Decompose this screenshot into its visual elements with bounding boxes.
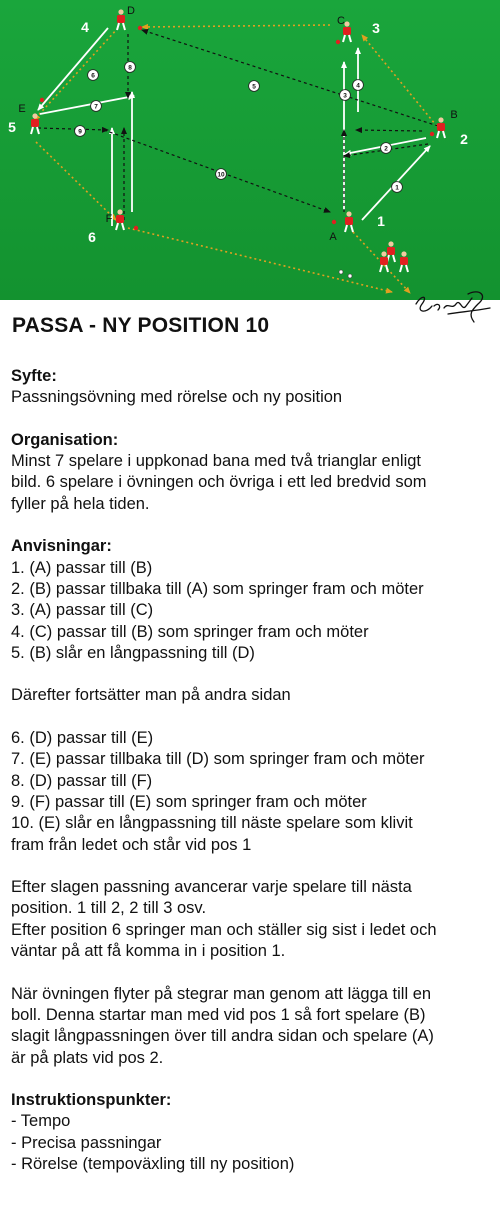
- cone-marker: [332, 220, 336, 224]
- exercise-description: [11, 366, 493, 1175]
- progression-line: är på plats vid pos 2.: [11, 1048, 164, 1067]
- author-signature: [408, 284, 496, 328]
- instruktionspunkter-heading: Instruktionspunkter:: [11, 1091, 172, 1110]
- instruction-point: - Rörelse (tempoväxling till ny position): [11, 1154, 295, 1173]
- position-number-1: 1: [377, 213, 385, 229]
- progression-line: När övningen flyter på stegrar man genom att lägga till en: [11, 984, 432, 1003]
- pass-number-label: 3: [343, 92, 347, 100]
- pass-number-label: 6: [91, 72, 95, 80]
- instruction-point: - Precisa passningar: [11, 1133, 162, 1152]
- progression-line: slagit långpassningen över till andra sidan och spelare (A): [11, 1027, 434, 1046]
- organisation-line: Minst 7 spelare i uppkonad bana med två trianglar enligt: [11, 452, 421, 471]
- rotation-line: Efter position 6 springer man och ställer sig sist i ledet och: [11, 920, 437, 939]
- player-letter-c: C: [337, 15, 345, 27]
- cone-marker: [40, 98, 44, 102]
- anvisningar-heading: Anvisningar:: [11, 537, 112, 556]
- instruction-step: 1. (A) passar till (B): [11, 558, 153, 577]
- pass-number-label: 8: [128, 64, 132, 72]
- ball: [348, 274, 352, 278]
- position-number-5: 5: [8, 119, 16, 135]
- position-number-4: 4: [81, 19, 89, 35]
- pass-number-label: 7: [94, 103, 98, 111]
- page-title: PASSA - NY POSITION 10: [12, 314, 270, 337]
- cone-marker: [336, 40, 340, 44]
- organisation-heading: Organisation:: [11, 430, 119, 449]
- syfte-text: Passningsövning med rörelse och ny position: [11, 388, 343, 407]
- instruction-step: 6. (D) passar till (E): [11, 729, 154, 748]
- cone-marker: [430, 132, 434, 136]
- training-field-diagram: [0, 0, 500, 300]
- instruction-step: fram från ledet och står vid pos 1: [11, 835, 252, 854]
- instruction-step: 10. (E) slår en långpassning till näste spelare som klivit: [11, 814, 413, 833]
- progression-line: boll. Denna startar man med vid pos 1 så fort spelare (B): [11, 1005, 426, 1024]
- grass-background: [0, 0, 500, 300]
- organisation-line: fyller på hela tiden.: [11, 494, 150, 513]
- ball: [339, 270, 343, 274]
- player-letter-a: A: [329, 231, 337, 243]
- instruction-step: 4. (C) passar till (B) som springer fram och möter: [11, 622, 369, 641]
- player-letter-f: F: [105, 213, 113, 225]
- player-letter-b: B: [450, 109, 458, 121]
- instruction-step: 2. (B) passar tillbaka till (A) som springer fram och möter: [11, 579, 424, 598]
- instruction-step: 8. (D) passar till (F): [11, 771, 153, 790]
- rotation-line: Efter slagen passning avancerar varje spelare till nästa: [11, 878, 412, 897]
- rotation-line: väntar på att få komma in i position 1.: [11, 942, 286, 961]
- pass-number-label: 10: [217, 171, 225, 179]
- position-number-6: 6: [88, 229, 96, 245]
- pass-number-label: 5: [252, 83, 256, 91]
- cone-marker: [138, 26, 142, 30]
- player-letter-e: E: [18, 103, 26, 115]
- pass-number-label: 1: [395, 184, 399, 192]
- instruction-step: 7. (E) passar tillbaka till (D) som springer fram och möter: [11, 750, 425, 769]
- player-letter-d: D: [127, 5, 135, 17]
- position-number-3: 3: [372, 20, 380, 36]
- instruction-step: 3. (A) passar till (C): [11, 601, 154, 620]
- instruction-step: 9. (F) passar till (E) som springer fram och möter: [11, 792, 367, 811]
- rotation-line: position. 1 till 2, 2 till 3 osv.: [11, 899, 207, 918]
- pass-number-label: 2: [384, 145, 388, 153]
- pass-number-label: 9: [78, 128, 82, 136]
- instruction-step: 5. (B) slår en långpassning till (D): [11, 643, 255, 662]
- organisation-line: bild. 6 spelare i övningen och övriga i ett led bredvid som: [11, 473, 427, 492]
- continue-text: Därefter fortsätter man på andra sidan: [11, 686, 291, 705]
- syfte-heading: Syfte:: [11, 367, 57, 385]
- cone-marker: [134, 226, 138, 230]
- pass-number-label: 4: [356, 82, 360, 90]
- instruction-point: - Tempo: [11, 1112, 71, 1131]
- position-number-2: 2: [460, 131, 468, 147]
